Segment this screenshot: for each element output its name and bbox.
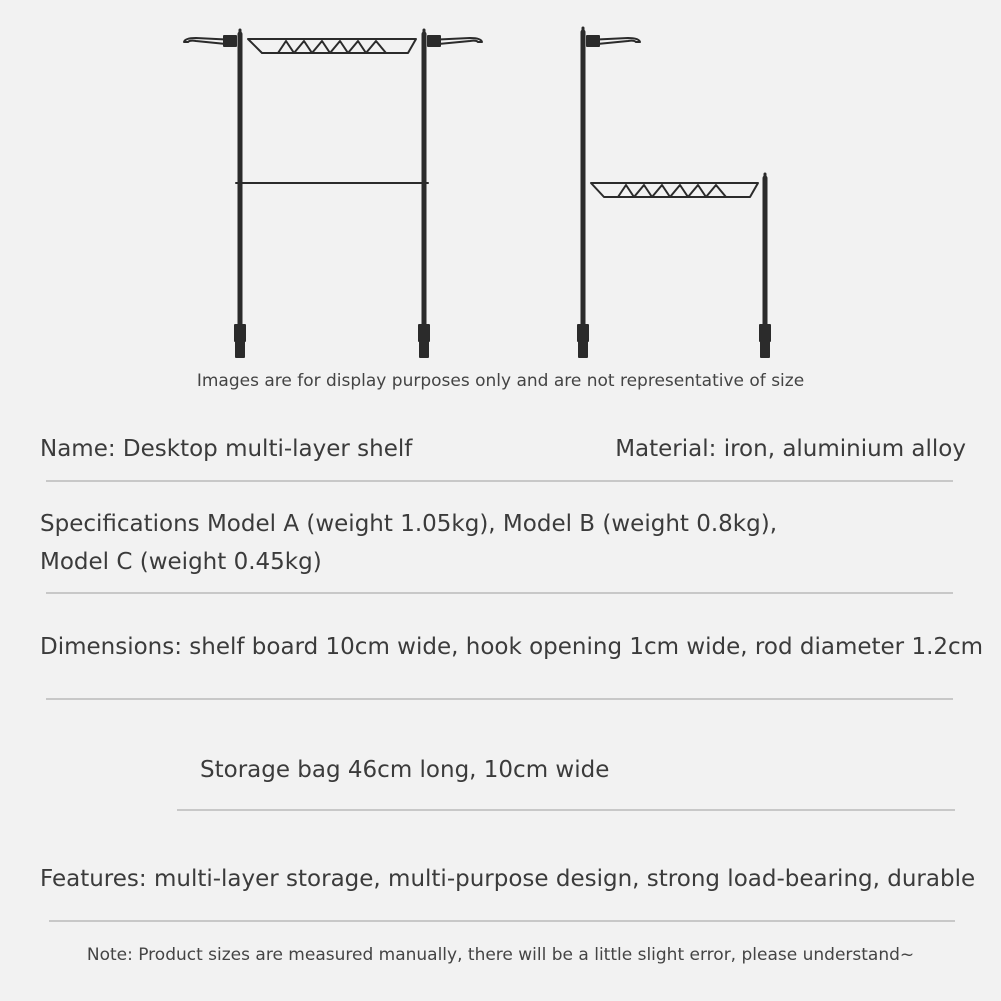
dimensions-text: Dimensions: shelf board 10cm wide, hook opening 1cm wide, rod diameter 1.2cm bbox=[40, 634, 984, 660]
features-text: Features: multi-layer storage, multi-purpose design, strong load-bearing, durable bbox=[40, 866, 976, 892]
measurement-note: Note: Product sizes are measured manually, there will be a little slight error, please understand~ bbox=[86, 945, 915, 965]
product-name: Name: Desktop multi-layer shelf bbox=[40, 436, 413, 462]
storage-bag-text: Storage bag 46cm long, 10cm wide bbox=[200, 757, 610, 783]
image-disclaimer: Images are for display purposes only and are not representative of size bbox=[196, 371, 805, 391]
divider bbox=[177, 809, 955, 811]
divider bbox=[46, 480, 953, 482]
shelf-illustration bbox=[0, 0, 1001, 370]
product-material: Material: iron, aluminium alloy bbox=[615, 436, 966, 462]
divider bbox=[46, 698, 953, 700]
divider bbox=[49, 920, 955, 922]
specifications-line-2: Model C (weight 0.45kg) bbox=[40, 549, 322, 575]
specifications-line-1: Specifications Model A (weight 1.05kg), Model B (weight 0.8kg), bbox=[40, 511, 777, 537]
divider bbox=[46, 592, 953, 594]
